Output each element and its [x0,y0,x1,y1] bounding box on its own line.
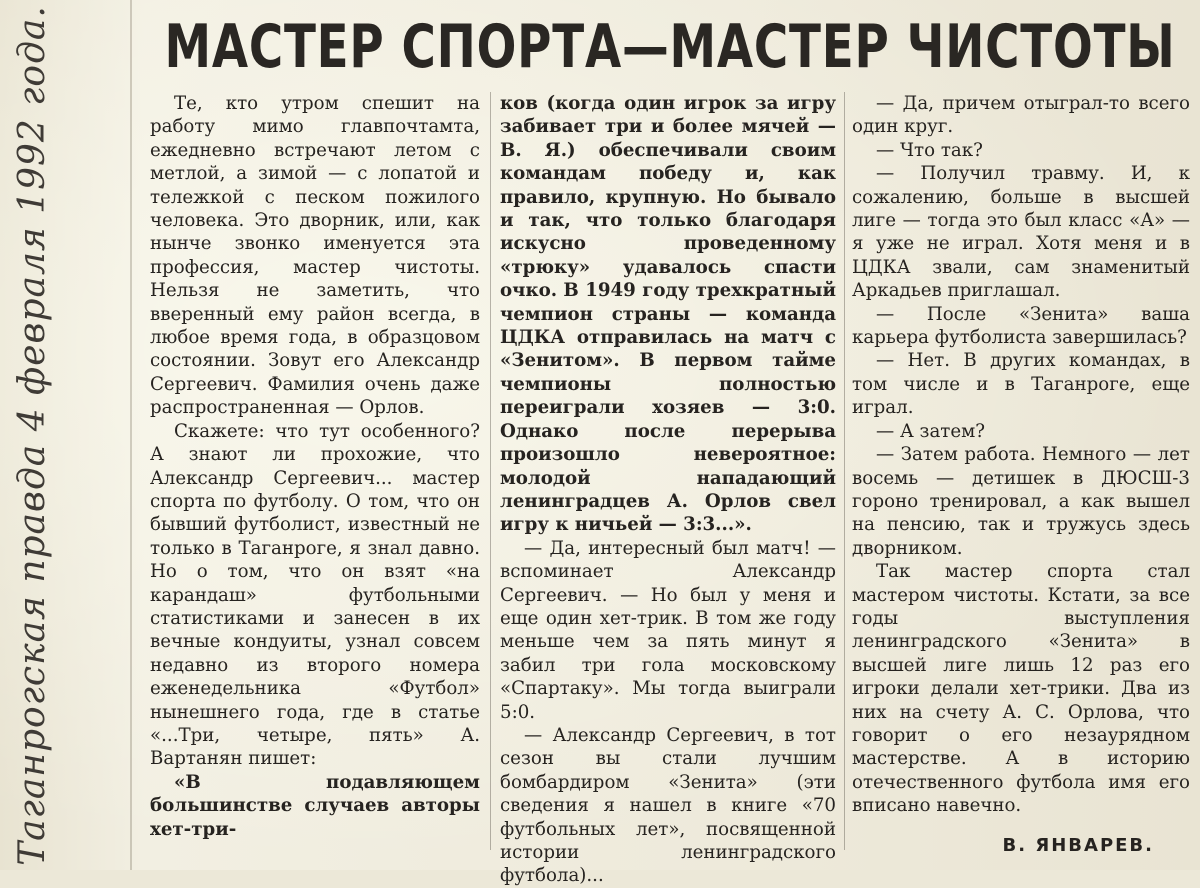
paragraph: Те, кто утром спешит на работу мимо главпочтамта, ежедневно встречают летом с метлой, а зимой — с лопатой и тележкой с песком пожилого человека. Это дворник, или, как нынче звонко именуется эта профессия, мастер чистоты. Нельзя не заметить, что вверенный ему район всегда, в любое время года, в образцовом состоянии. Зовут его Александр Сергеевич. Фамилия очень даже распространенная — Орлов. [150,93,480,419]
handwritten-margin-note [8,0,56,870]
article-headline: МАСТЕР СПОРТА—МАСТЕР ЧИСТОТЫ [164,12,1176,82]
column-divider [844,92,845,850]
paragraph: — Что так? [876,139,983,161]
paragraph: — После «Зенита» ваша карьера футболиста завершилась? [852,303,1190,349]
author-signature: В. ЯНВАРЕВ. [1002,835,1154,856]
margin-note-text: Таганрогская правда 4 февраля 1992 года. [11,4,53,866]
paragraph: — Да, интересный был матч! — вспоминает Александр Сергеевич. — Но был у меня и еще один хет-трик. В том же году меньше чем за пять минут я забил три гола московскому «Спартаку». Мы тогда выиграли 5:0. [500,537,836,723]
paragraph: Так мастер спорта стал мастером чистоты. Кстати, за все годы выступления ленинградского «Зенита» в высшей лиге лишь 12 раз его игроки делали хет-трики. Два из них на счету А. С. Орлова, что говорит о его незаурядном мастерстве. А в историю отечественного футбола имя его вписано навечно. [852,561,1190,817]
column-divider [490,92,491,850]
quote-paragraph: ков (когда один игрок за игру забивает три и более мячей — В. Я.) обеспечивали своим командам победу и, как правило, крупную. Но бывало и так, что только благодаря искусно проведенному «трюку» удавалось спасти очко. В 1949 году трехкратный чемпион страны — команда ЦДКА отправилась на матч с «Зенитом». В первом тайме чемпионы полностью переиграли хозяев — 3:0. Однако после перерыва произошло невероятное: молодой нападающий ленинградцев А. Орлов свел игру к ничьей — 3:3...». [500,93,836,536]
paragraph: Скажете: что тут особенного? А знают ли прохожие, что Александр Сергеевич... мастер спорта по футболу. О том, что он бывший футболист, известный не только в Таганроге, я знал давно. Но о том, что он взят «на карандаш» футбольными статистиками и занесен в их вечные кондуиты, узнал совсем недавно из второго номера еженедельника «Футбол» нынешнего года, где в статье «...Три, четыре, пять» А. Вартанян пишет: [150,420,480,770]
paragraph: — Да, причем отыграл-то всего один круг. [852,93,1190,138]
paragraph: — Нет. В других командах, в том числе и в Таганроге, еще играл. [852,350,1190,419]
paragraph: — Затем работа. Немного — лет восемь — детишек в ДЮСШ-3 гороно тренировал, а как вышел на пенсию, так и тружусь здесь дворником. [852,444,1190,559]
article-column-1 [150,92,480,850]
paragraph: — А затем? [876,420,986,442]
paragraph: — Александр Сергеевич, в тот сезон вы стали лучшим бомбардиром «Зенита» (эти сведения я нашел в книге «70 футбольных лет», посвященной истории ленинградского футбола)... [500,724,836,887]
quote-paragraph: «В подавляющем большинстве случаев авторы хет-три- [150,771,480,840]
paragraph: — Получил травму. И, к сожалению, больше в высшей лиге — тогда это был класс «А» — я уже не играл. Хотя меня и в ЦДКА звали, сам знаменитый Аркадьев приглашал. [852,163,1190,302]
article-column-2 [500,92,836,887]
clipping-edge [130,0,132,870]
article-column-3 [852,92,1190,850]
